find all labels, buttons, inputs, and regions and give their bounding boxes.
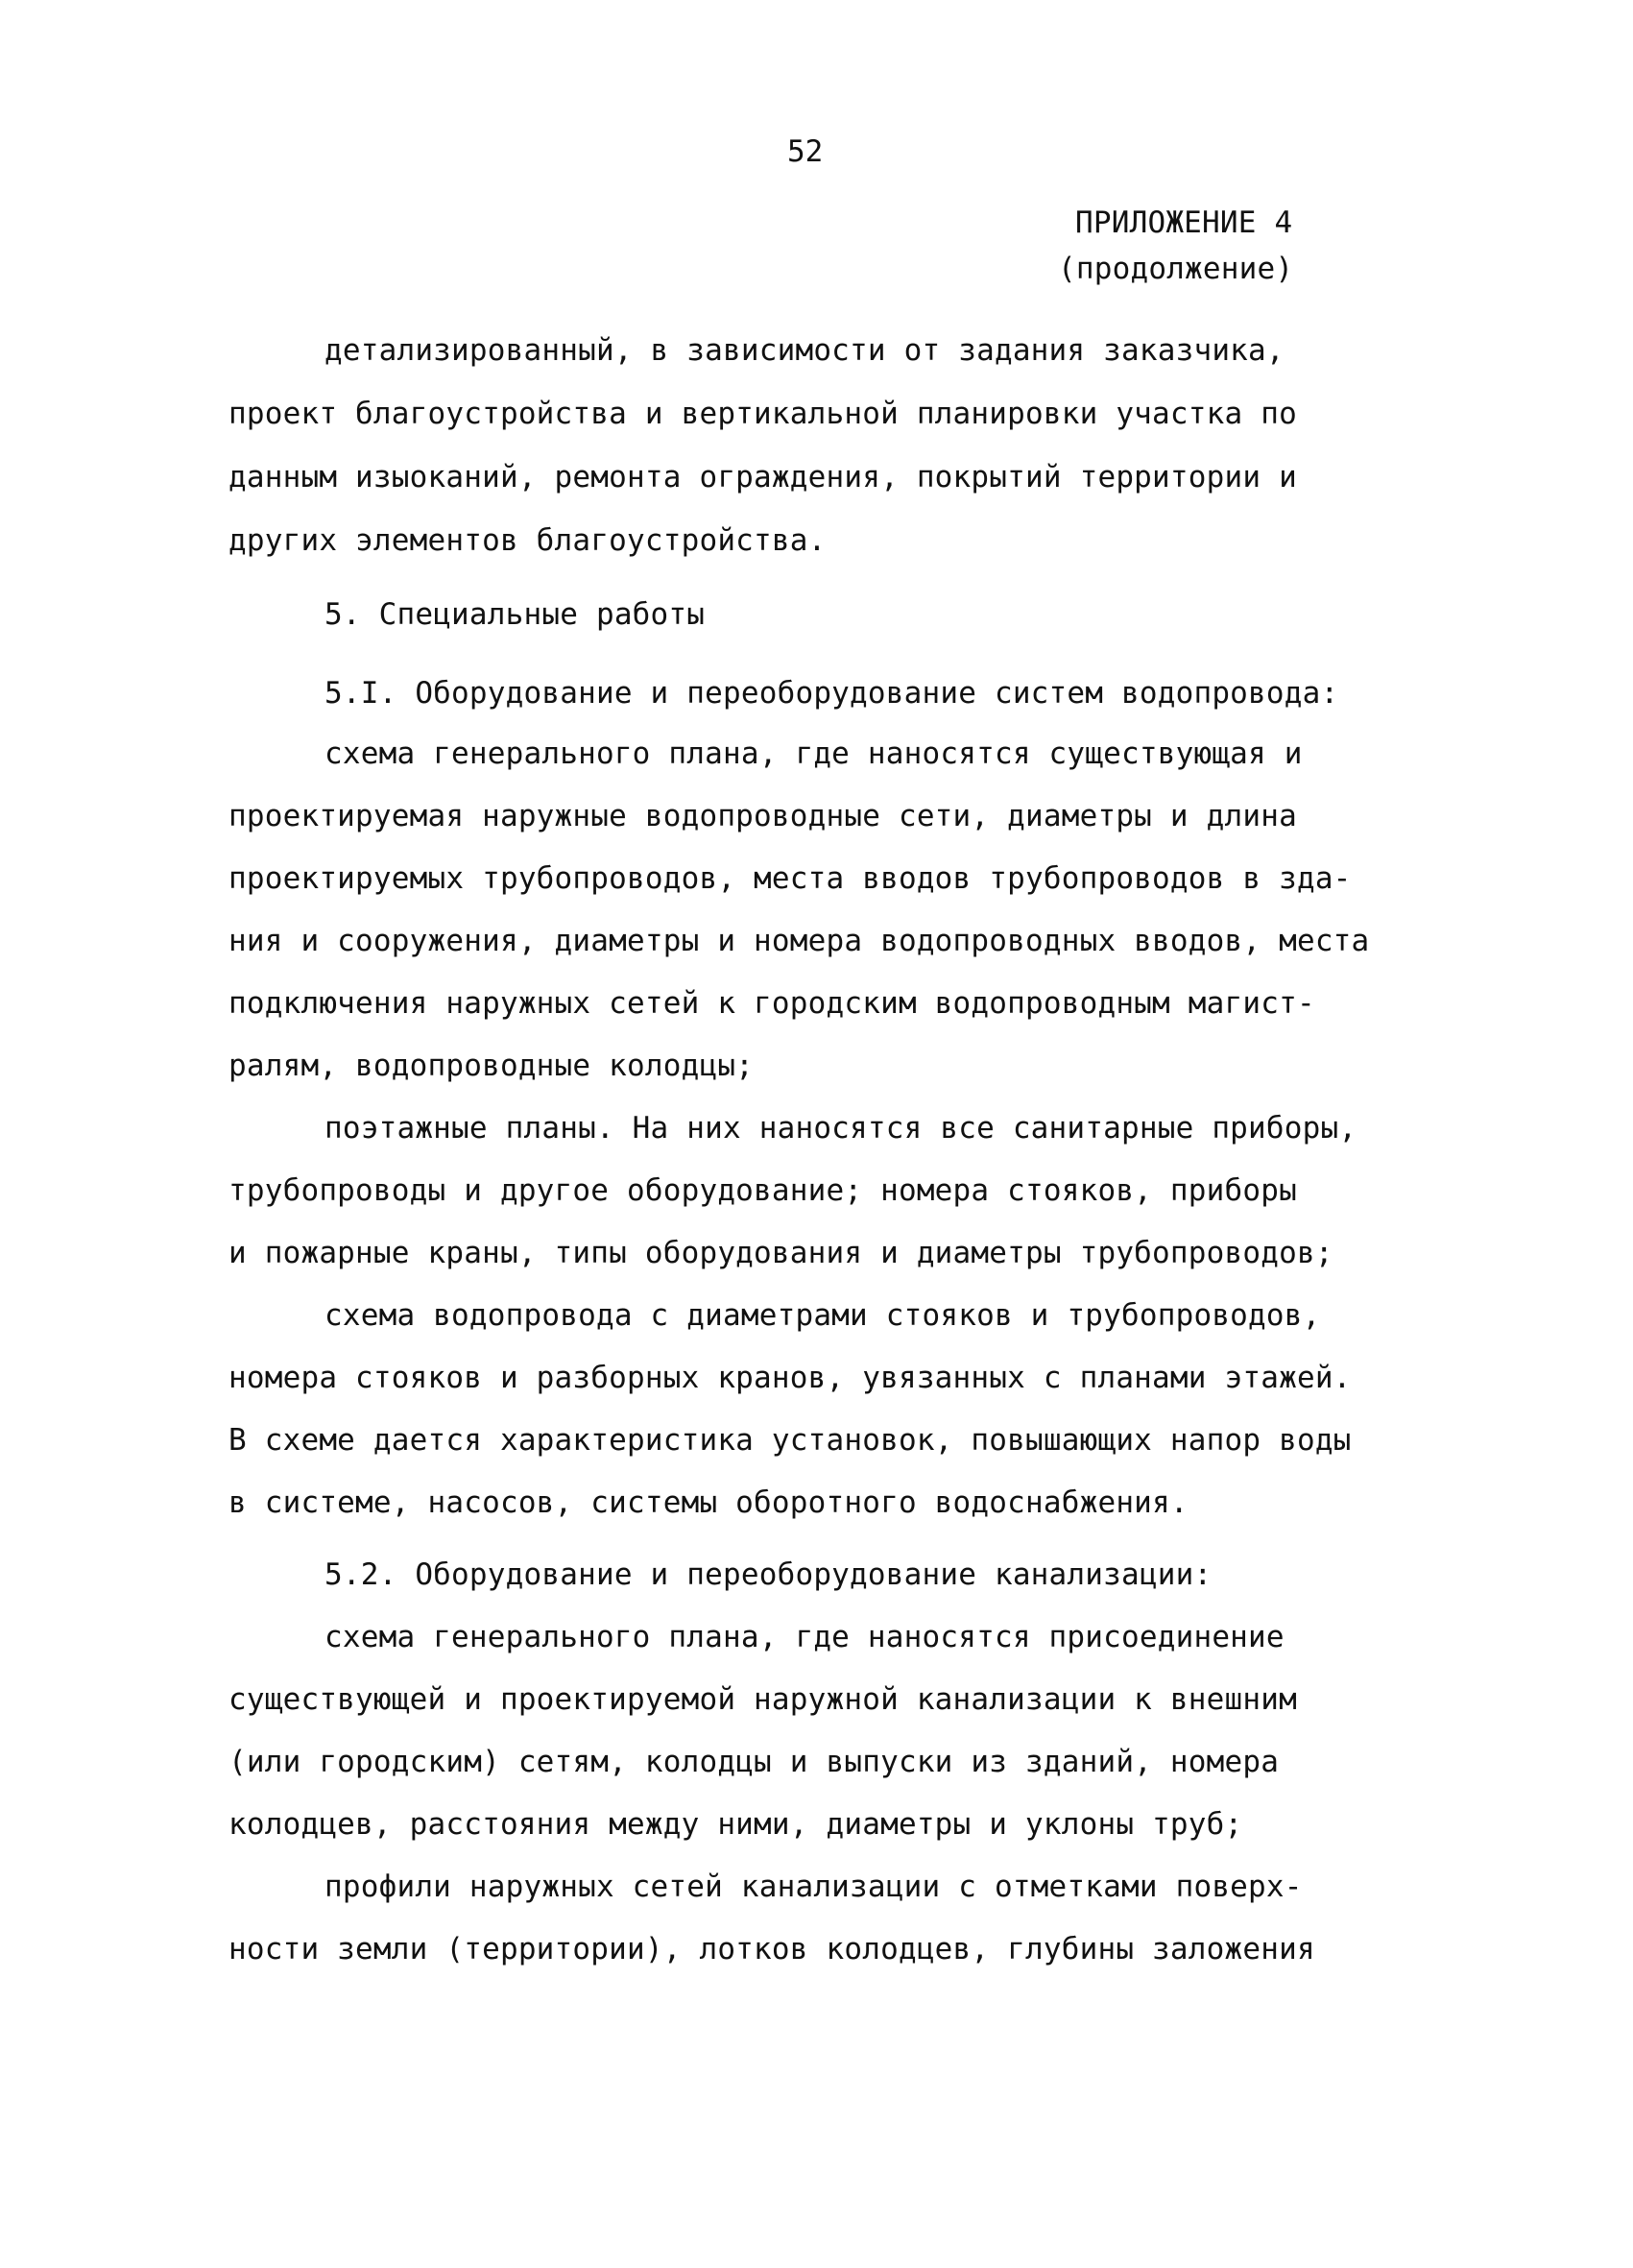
text-line: детализированный, в зависимости от задания заказчика, bbox=[324, 333, 1285, 368]
subsection-heading: 5.I. Оборудование и переоборудование систем водопровода: bbox=[324, 676, 1339, 711]
text-line: данным изыоканий, ремонта ограждения, покрытий территории и bbox=[228, 460, 1297, 495]
subsection-heading: 5.2. Оборудование и переоборудование канализации: bbox=[324, 1557, 1213, 1592]
appendix-title: ПРИЛОЖЕНИЕ 4 bbox=[1075, 205, 1293, 240]
text-line: ралям, водопроводные колодцы; bbox=[228, 1049, 755, 1083]
text-line: (или городским) сетям, колодцы и выпуски из зданий, номера bbox=[228, 1745, 1280, 1779]
text-line: подключения наружных сетей к городским водопроводным магист- bbox=[228, 986, 1315, 1021]
text-line: ности земли (территории), лотков колодцев, глубины заложения bbox=[228, 1932, 1315, 1966]
text-line: схема генерального плана, где наносятся присоединение bbox=[324, 1620, 1285, 1654]
text-line: трубопроводы и другое оборудование; номера стояков, приборы bbox=[228, 1173, 1297, 1208]
text-line: профили наружных сетей канализации с отметками поверх- bbox=[324, 1870, 1303, 1904]
page-number: 52 bbox=[787, 134, 824, 169]
section-heading: 5. Специальные работы bbox=[324, 597, 706, 632]
text-line: других элементов благоустройства. bbox=[228, 523, 827, 558]
text-line: поэтажные планы. На них наносятся все санитарные приборы, bbox=[324, 1111, 1357, 1146]
text-line: и пожарные краны, типы оборудования и диаметры трубопроводов; bbox=[228, 1236, 1333, 1270]
text-line: схема генерального плана, где наносятся существующая и bbox=[324, 736, 1303, 771]
text-line: ния и сооружения, диаметры и номера водопроводных вводов, места bbox=[228, 924, 1370, 958]
text-line: проектируемая наружные водопроводные сети, диаметры и длина bbox=[228, 799, 1297, 833]
text-line: схема водопровода с диаметрами стояков и трубопроводов, bbox=[324, 1298, 1321, 1333]
text-line: проектируемых трубопроводов, места вводов трубопроводов в зда- bbox=[228, 861, 1352, 896]
text-line: номера стояков и разборных кранов, увязанных с планами этажей. bbox=[228, 1361, 1352, 1395]
text-line: проект благоустройства и вертикальной планировки участка по bbox=[228, 397, 1297, 431]
text-line: колодцев, расстояния между ними, диаметры и уклоны труб; bbox=[228, 1807, 1243, 1842]
text-line: В схеме дается характеристика установок, повышающих напор воды bbox=[228, 1423, 1352, 1458]
text-line: существующей и проектируемой наружной канализации к внешним bbox=[228, 1682, 1297, 1717]
text-line: в системе, насосов, системы оборотного водоснабжения. bbox=[228, 1485, 1189, 1520]
appendix-subtitle: (продолжение) bbox=[1058, 252, 1294, 286]
